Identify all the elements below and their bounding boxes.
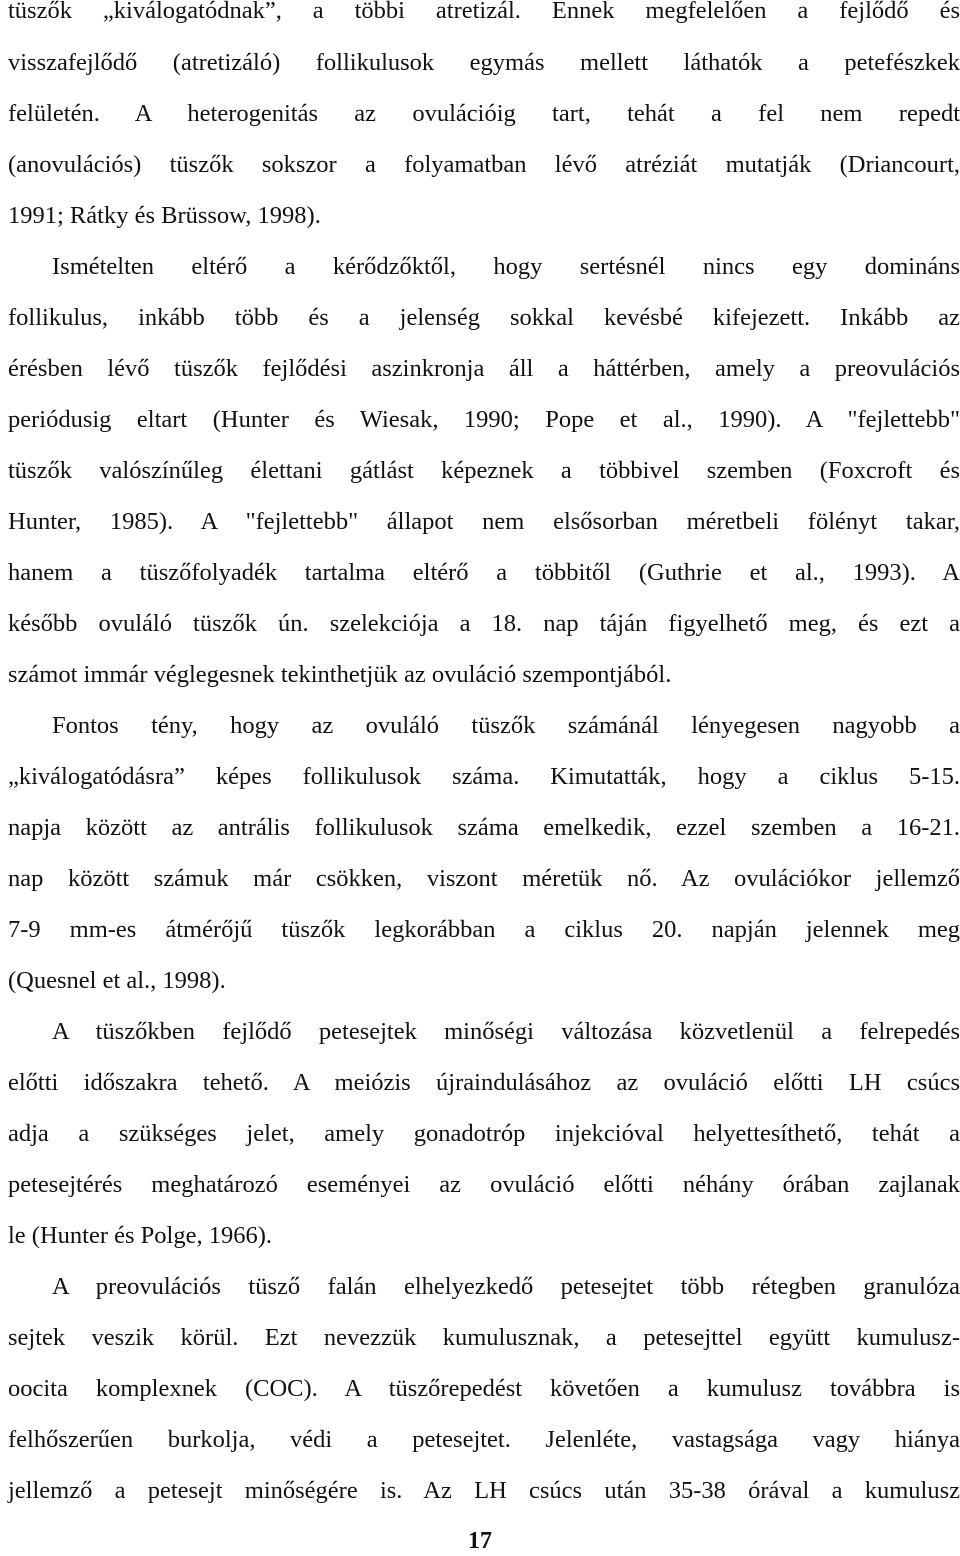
paragraph-line: jellemző a petesejt minőségére is. Az LH csúcs után 35-38 órával a kumulusz [8, 1477, 960, 1504]
paragraph-line: számot immár véglegesnek tekinthetjük az ovuláció szempontjából. [8, 661, 672, 688]
paragraph-line: sejtek veszik körül. Ezt nevezzük kumulusznak, a petesejttel együtt kumulusz- [8, 1324, 960, 1351]
paragraph-line: Hunter, 1985). A "fejlettebb" állapot nem elsősorban méretbeli fölényt takar, [8, 508, 960, 535]
paragraph-line: petesejtérés meghatározó eseményei az ovuláció előtti néhány órában zajlanak [8, 1171, 960, 1198]
paragraph-line: periódusig eltart (Hunter és Wiesak, 1990; Pope et al., 1990). A "fejlettebb" [8, 406, 960, 433]
paragraph-line: visszafejlődő (atretizáló) follikulusok egymás mellett láthatók a petefészkek [8, 49, 960, 76]
paragraph-line: 1991; Rátky és Brüssow, 1998). [8, 202, 321, 229]
paragraph-line: A tüszőkben fejlődő petesejtek minőségi változása közvetlenül a felrepedés [52, 1018, 960, 1045]
paragraph-line: Ismételten eltérő a kérődzőktől, hogy sertésnél nincs egy domináns [52, 253, 960, 280]
paragraph-line: felületén. A heterogenitás az ovulációig tart, tehát a fel nem repedt [8, 100, 960, 127]
paragraph-line: előtti időszakra tehető. A meiózis újraindulásához az ovuláció előtti LH csúcs [8, 1069, 960, 1096]
paragraph-line: follikulus, inkább több és a jelenség sokkal kevésbé kifejezett. Inkább az [8, 304, 960, 331]
page-number: 17 [468, 1528, 492, 1554]
paragraph-line: Fontos tény, hogy az ovuláló tüszők számánál lényegesen nagyobb a [52, 712, 960, 739]
paragraph-line: érésben lévő tüszők fejlődési aszinkronja áll a háttérben, amely a preovulációs [8, 355, 960, 382]
paragraph-line: (Quesnel et al., 1998). [8, 967, 226, 994]
paragraph-line: hanem a tüszőfolyadék tartalma eltérő a többitől (Guthrie et al., 1993). A [8, 559, 960, 586]
paragraph-line: oocita komplexnek (COC). A tüszőrepedést követően a kumulusz továbbra is [8, 1375, 960, 1402]
paragraph-line: napja között az antrális follikulusok száma emelkedik, ezzel szemben a 16-21. [8, 814, 960, 841]
paragraph-line: később ovuláló tüszők ún. szelekciója a 18. nap táján figyelhető meg, és ezt a [8, 610, 960, 637]
paragraph-line: A preovulációs tüsző falán elhelyezkedő petesejtet több rétegben granulóza [52, 1273, 960, 1300]
paragraph-line: felhőszerűen burkolja, védi a petesejtet. Jelenléte, vastagsága vagy hiánya [8, 1426, 960, 1453]
paragraph-line: tüszők „kiválogatódnak”, a többi atretizál. Ennek megfelelően a fejlődő és [8, 0, 960, 24]
paragraph-line: nap között számuk már csökken, viszont méretük nő. Az ovulációkor jellemző [8, 865, 960, 892]
paragraph-line: tüszők valószínűleg élettani gátlást képeznek a többivel szemben (Foxcroft és [8, 457, 960, 484]
paragraph-line: (anovulációs) tüszők sokszor a folyamatban lévő atréziát mutatják (Driancourt, [8, 151, 960, 178]
paragraph-line: 7-9 mm-es átmérőjű tüszők legkorábban a ciklus 20. napján jelennek meg [8, 916, 960, 943]
paragraph-line: „kiválogatódásra” képes follikulusok száma. Kimutatták, hogy a ciklus 5-15. [8, 763, 960, 790]
paragraph-line: adja a szükséges jelet, amely gonadotróp injekcióval helyettesíthető, tehát a [8, 1120, 960, 1147]
paragraph-line: le (Hunter és Polge, 1966). [8, 1222, 272, 1249]
